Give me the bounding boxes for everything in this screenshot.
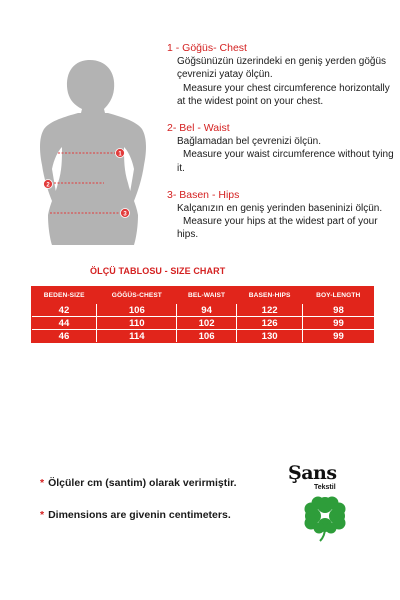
size-chart-header-row [32, 287, 374, 304]
cell-length: 98 [303, 304, 374, 317]
cell-length: 99 [303, 317, 374, 330]
hips-section [167, 189, 395, 242]
brand-logo [288, 462, 360, 542]
column-header-size: BEDEN-SIZE [32, 287, 97, 304]
table-row [32, 330, 374, 343]
cell-hips: 126 [236, 317, 303, 330]
note-star: * [40, 509, 45, 521]
column-header-waist: BEL-WAIST [177, 287, 237, 304]
waist-section [167, 122, 395, 175]
column-header-chest: GÖĞÜS-CHEST [97, 287, 177, 304]
column-header-hips: BASEN-HIPS [236, 287, 303, 304]
silhouette-head [67, 60, 114, 117]
brand-name: Şans [288, 462, 337, 484]
note-text-tr: Ölçüler cm (santim) olarak verirmiştir. [48, 477, 237, 489]
silhouette-torso [40, 113, 146, 245]
table-row [32, 304, 374, 317]
cell-hips: 122 [236, 304, 303, 317]
waist-text-en: Measure your waist circumference without tying it. [177, 149, 394, 174]
hips-text-en: Measure your hips at the widest part of your hips. [177, 216, 378, 241]
size-chart-table [31, 286, 374, 343]
hips-title: 3- Basen - Hips [167, 188, 240, 201]
cell-length: 99 [303, 330, 374, 343]
cell-waist: 106 [177, 330, 237, 343]
waist-marker-label: 2 [46, 182, 50, 189]
chest-title: 1 - Göğüs- Chest [167, 42, 247, 54]
hips-text-tr: Kalçanızın en geniş yerinden baseninizi ölçün. [177, 203, 383, 215]
chest-marker-label: 1 [118, 151, 122, 158]
table-row [32, 317, 374, 330]
cell-chest: 110 [97, 317, 177, 330]
waist-title: 2- Bel - Waist [167, 122, 230, 135]
column-header-length: BOY-LENGTH [303, 287, 374, 304]
cell-waist: 102 [177, 317, 237, 330]
note-text-en: Dimensions are givenin centimeters. [48, 509, 231, 521]
hips-marker-label: 3 [123, 211, 127, 218]
chest-section [167, 42, 395, 108]
cell-chest: 114 [97, 330, 177, 343]
note-star: * [40, 477, 45, 489]
cell-size: 46 [32, 330, 97, 343]
note-cm-english [40, 509, 231, 521]
cell-waist: 94 [177, 304, 237, 317]
cell-size: 42 [32, 304, 97, 317]
cell-chest: 106 [97, 304, 177, 317]
note-cm-turkish [40, 477, 237, 489]
cell-size: 44 [32, 317, 97, 330]
body-silhouette [28, 55, 158, 245]
chest-text-tr: Göğsünüzün üzerindeki en geniş yerden göğüs çevrenizi yatay ölçün. [177, 56, 387, 81]
cell-hips: 130 [236, 330, 303, 343]
clover-icon [300, 492, 350, 542]
size-chart-title: ÖLÇÜ TABLOSU - SIZE CHART [90, 266, 226, 276]
measurement-instructions [167, 42, 395, 242]
waist-text-tr: Bağlamadan bel çevrenizi ölçün. [177, 136, 321, 148]
brand-sub: Tekstil [314, 484, 336, 491]
chest-text-en: Measure your chest circumference horizontally at the widest point on your chest. [177, 82, 390, 107]
